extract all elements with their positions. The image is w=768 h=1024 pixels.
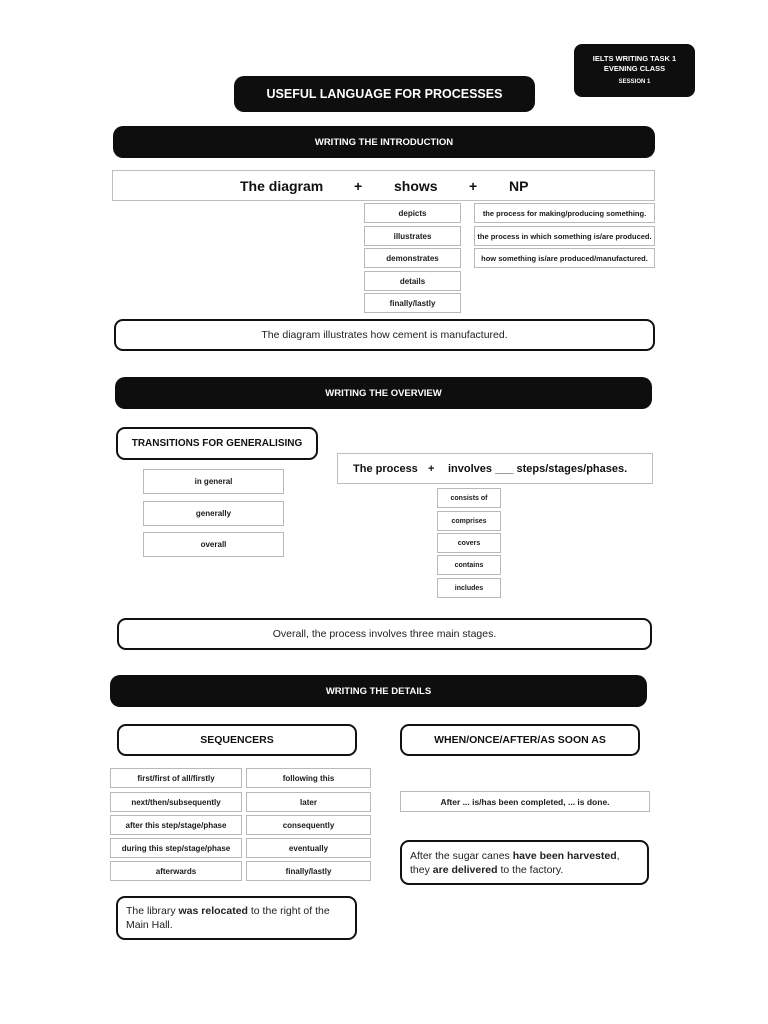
overview-verb-comprises: comprises — [437, 511, 501, 531]
badge-task: IELTS WRITING TASK 1 — [592, 54, 677, 63]
intro-formula-box — [112, 170, 655, 201]
example-right-bold-2: are delivered — [432, 863, 498, 876]
intro-object-2: the process in which something is/are produced. — [474, 226, 655, 246]
sequencer-next: next/then/subsequently — [110, 792, 242, 812]
overview-verb-includes: includes — [437, 578, 501, 598]
formula-plus-2: + — [469, 177, 478, 194]
section-header-introduction: WRITING THE INTRODUCTION — [113, 126, 655, 158]
badge-session: SESSION 1 — [618, 79, 651, 85]
example-right-post: to the factory. — [497, 863, 564, 876]
when-formula: After ... is/has been completed, ... is done. — [400, 791, 650, 812]
example-left-bold: was relocated — [178, 905, 248, 917]
intro-example: The diagram illustrates how cement is manufactured. — [114, 319, 655, 351]
example-right-mid: , they — [410, 849, 620, 876]
overview-formula-predicate: involves ___ steps/stages/phases. — [448, 462, 628, 475]
badge-class: EVENING CLASS — [603, 64, 666, 73]
overview-formula-plus: + — [428, 462, 435, 475]
sequencer-afterwards: afterwards — [110, 861, 242, 881]
details-example-left — [116, 896, 357, 940]
intro-object-3: how something is/are produced/manufactured. — [474, 248, 655, 268]
overview-formula-subject: The process — [353, 462, 418, 475]
overview-verb-consists-of: consists of — [437, 488, 501, 508]
sequencer-eventually: eventually — [246, 838, 371, 858]
sequencer-during-this-step: during this step/stage/phase — [110, 838, 242, 858]
sequencer-after-this-step: after this step/stage/phase — [110, 815, 242, 835]
transition-generally: generally — [143, 501, 284, 526]
intro-verb-details: details — [364, 271, 461, 291]
page-title: USEFUL LANGUAGE FOR PROCESSES — [234, 76, 535, 112]
formula-np: NP — [509, 177, 529, 194]
formula-plus-1: + — [354, 177, 363, 194]
overview-verb-covers: covers — [437, 533, 501, 553]
sequencer-finally: finally/lastly — [246, 861, 371, 881]
example-left-post: to the right of the Main Hall. — [126, 905, 330, 931]
intro-verb-finally: finally/lastly — [364, 293, 461, 313]
transition-in-general: in general — [143, 469, 284, 494]
intro-verb-depicts: depicts — [364, 203, 461, 223]
class-badge — [574, 44, 695, 97]
example-right-pre: After the sugar canes — [410, 849, 513, 862]
overview-formula-box — [337, 453, 653, 484]
section-header-details: WRITING THE DETAILS — [110, 675, 647, 707]
details-example-right — [400, 840, 649, 885]
example-right-bold-1: have been harvested — [512, 849, 617, 862]
overview-verb-contains: contains — [437, 555, 501, 575]
sequencer-following-this: following this — [246, 768, 371, 788]
when-title: WHEN/ONCE/AFTER/AS SOON AS — [400, 724, 640, 756]
intro-verb-demonstrates: demonstrates — [364, 248, 461, 268]
overview-example: Overall, the process involves three main stages. — [117, 618, 652, 650]
intro-verb-illustrates: illustrates — [364, 226, 461, 246]
sequencer-later: later — [246, 792, 371, 812]
formula-verb: shows — [394, 177, 438, 194]
transition-overall: overall — [143, 532, 284, 557]
intro-object-1: the process for making/producing something. — [474, 203, 655, 223]
transitions-title: TRANSITIONS FOR GENERALISING — [116, 427, 318, 460]
sequencer-first: first/first of all/firstly — [110, 768, 242, 788]
section-header-overview: WRITING THE OVERVIEW — [115, 377, 652, 409]
sequencers-title: SEQUENCERS — [117, 724, 357, 756]
sequencer-consequently: consequently — [246, 815, 371, 835]
example-left-pre: The library — [126, 905, 179, 917]
formula-subject: The diagram — [240, 177, 324, 194]
